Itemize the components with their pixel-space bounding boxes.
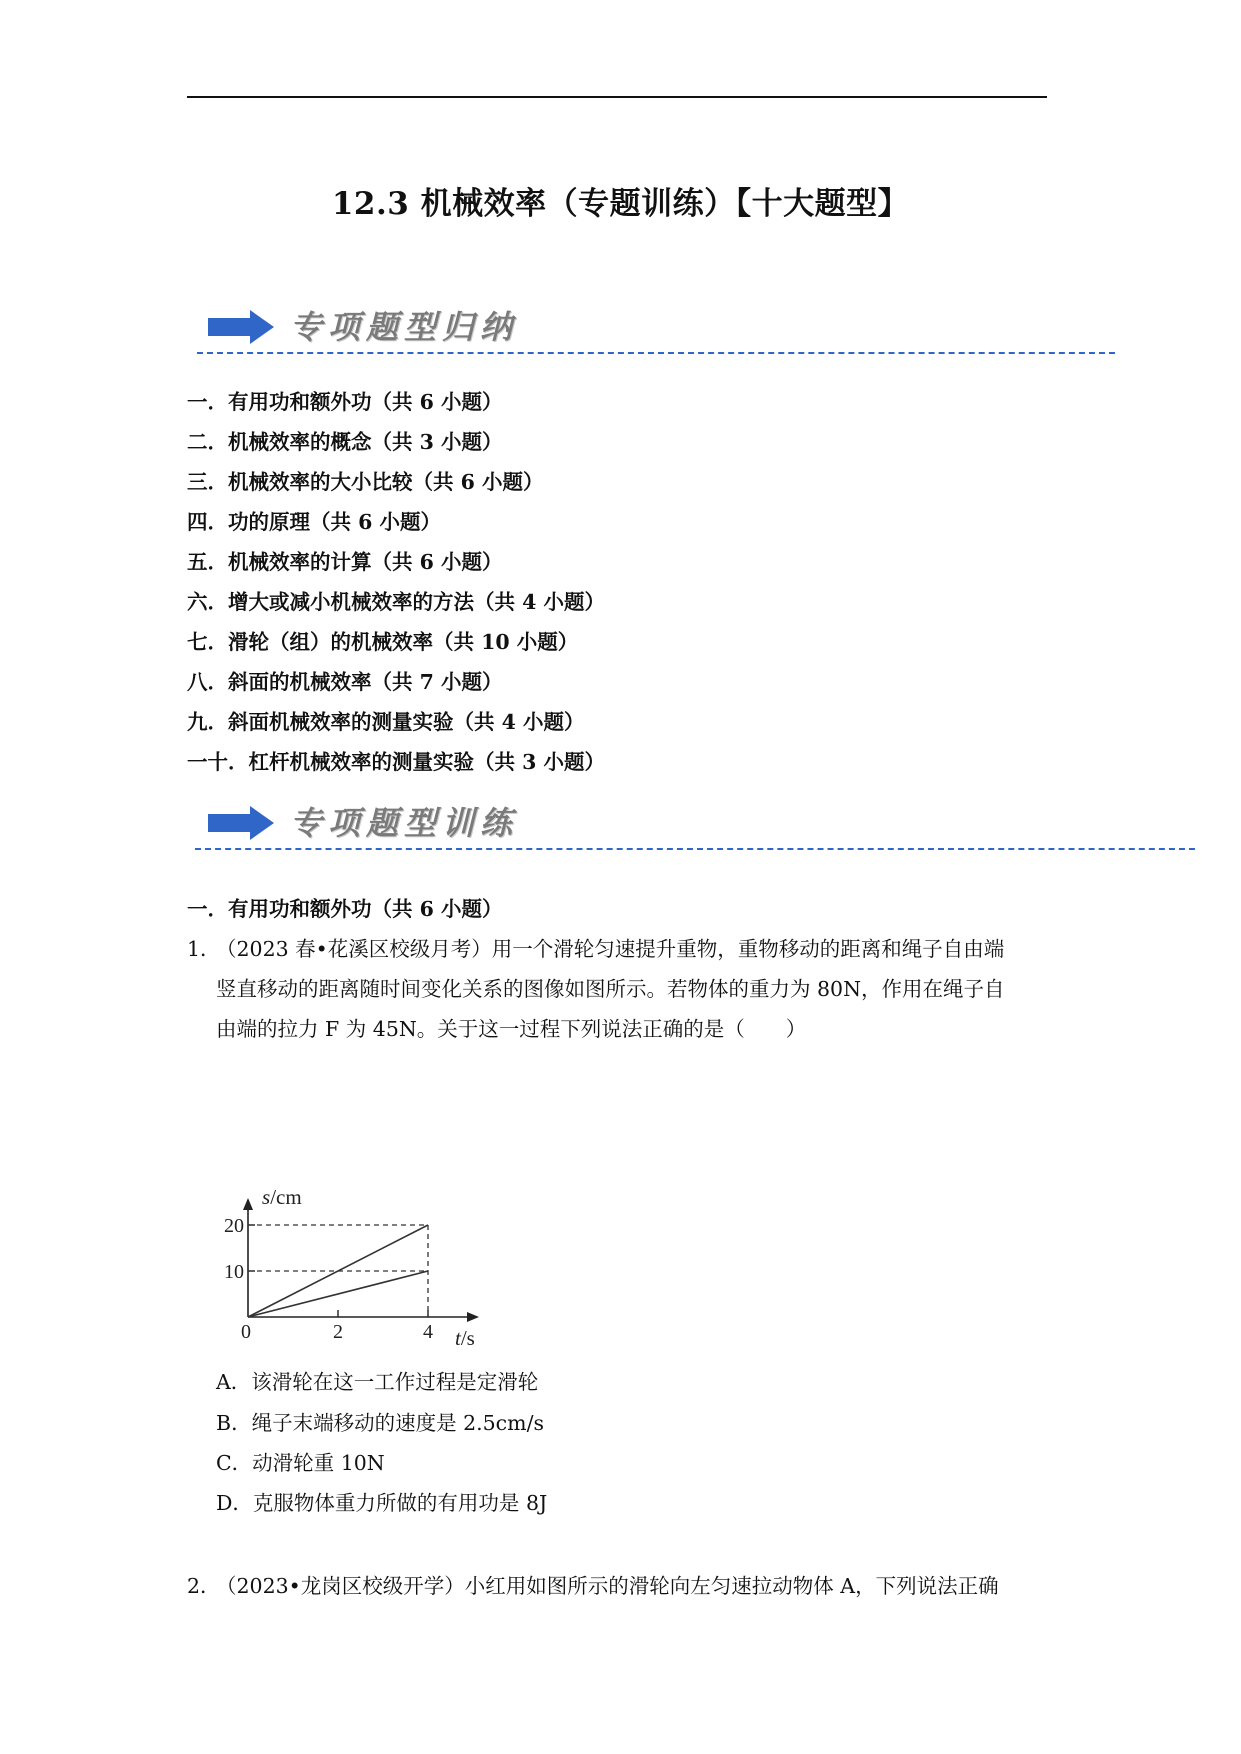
y-tick-label: 10: [224, 1261, 244, 1283]
question-text-line: （2023•龙岗区校级开学）小红用如图所示的滑轮向左匀速拉动物体 A，下列说法正确: [216, 1574, 999, 1598]
banner-summary: [208, 302, 608, 352]
arrow-right-icon: [208, 806, 274, 840]
topic-item: 七．滑轮（组）的机械效率（共 10 小题）: [187, 630, 579, 654]
topic-item: 五．机械效率的计算（共 6 小题）: [187, 550, 503, 574]
x-axis-label: t/s: [455, 1326, 475, 1350]
x-tick-label: 2: [333, 1321, 343, 1343]
x-tick-label: 4: [423, 1321, 433, 1343]
header-rule: [187, 96, 1047, 98]
document-title: 12.3 机械效率（专题训练）【十大题型】: [331, 186, 910, 222]
topic-item: 八．斜面的机械效率（共 7 小题）: [187, 670, 503, 694]
question-text-line: 由端的拉力 F 为 45N。关于这一过程下列说法正确的是（ ）: [216, 1017, 807, 1041]
banner-training: [208, 798, 608, 848]
option-a: A．该滑轮在这一工作过程是定滑轮: [216, 1370, 539, 1394]
topic-item: 二．机械效率的概念（共 3 小题）: [187, 430, 503, 454]
topic-item: 三．机械效率的大小比较（共 6 小题）: [187, 470, 544, 494]
x-axis-arrow: [467, 1312, 479, 1322]
question-text-line: 竖直移动的距离随时间变化关系的图像如图所示。若物体的重力为 80N，作用在绳子自: [216, 977, 1005, 1001]
arrow-right-icon: [208, 310, 274, 344]
topic-item: 一十．杠杆机械效率的测量实验（共 3 小题）: [187, 750, 606, 774]
topic-item: 四．功的原理（共 6 小题）: [187, 510, 442, 534]
topic-item: 六．增大或减小机械效率的方法（共 4 小题）: [187, 590, 606, 614]
option-b: B．绳子末端移动的速度是 2.5cm/s: [216, 1411, 545, 1435]
option-d: D．克服物体重力所做的有用功是 8J: [216, 1491, 548, 1515]
topic-list: [187, 382, 605, 782]
dashed-divider: [195, 848, 1195, 850]
question-text-line: （2023 春•花溪区校级月考）用一个滑轮匀速提升重物，重物移动的距离和绳子自由端: [216, 937, 1005, 961]
question-number: 1．: [187, 937, 221, 961]
y-tick-label: 20: [224, 1215, 244, 1237]
banner-training-label: 专项题型训练: [290, 804, 519, 842]
topic-item: 九．斜面机械效率的测量实验（共 4 小题）: [187, 710, 585, 734]
topic-item: 一．有用功和额外功（共 6 小题）: [187, 390, 503, 414]
dashed-divider: [197, 352, 1115, 354]
section-heading: 一．有用功和额外功（共 6 小题）: [187, 897, 503, 921]
option-c: C．动滑轮重 10N: [216, 1451, 385, 1475]
banner-summary-label: 专项题型归纳: [290, 308, 519, 346]
x-tick-label: 0: [241, 1321, 251, 1343]
y-axis-label: s/cm: [262, 1185, 302, 1209]
distance-time-chart: [210, 1055, 500, 1355]
question-number: 2．: [187, 1574, 221, 1598]
y-axis-arrow: [243, 1198, 253, 1210]
